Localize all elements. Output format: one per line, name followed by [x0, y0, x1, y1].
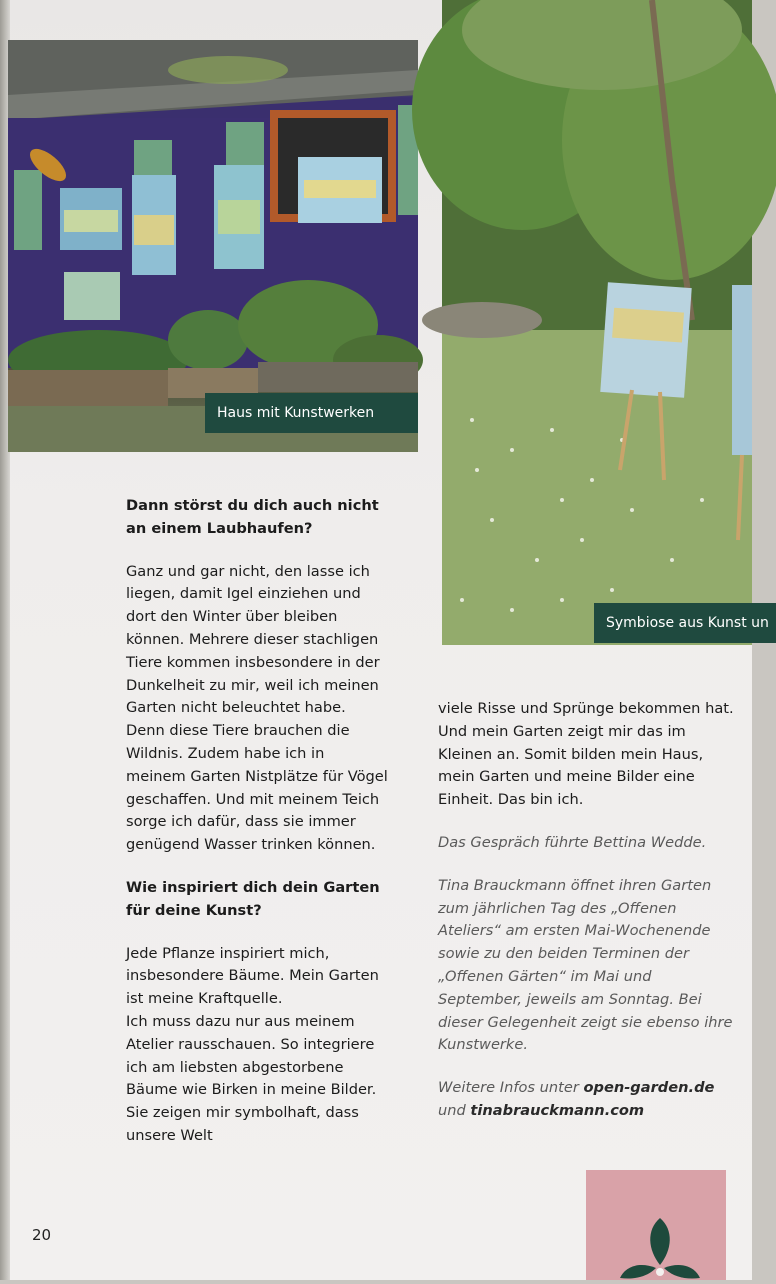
more-info-prefix: Weitere Infos unter — [438, 1079, 584, 1097]
interview-question-laubhaufen: Dann störst du dich auch nicht an einem Laubhaufen? — [126, 497, 379, 537]
garden-photo-illustration — [442, 0, 752, 645]
open-garden-info: Tina Brauckmann öffnet ihren Garten zum jährlichen Tag des „Offenen Ateliers“ am ersten Mai-Wochenende sowie zu den beiden Terminen der „Offenen Gärten“ im Mai und September, jeweils am Sonntag. Bei dieser Gelegenheit zeigt sie ebenso ihre Kunstwerke. — [438, 876, 733, 1054]
magazine-logo — [586, 1170, 726, 1280]
page-number: 20 — [32, 1226, 52, 1244]
garden-photo — [442, 0, 769, 645]
house-photo-illustration — [8, 40, 418, 452]
house-photo-caption: Haus mit Kunstwerken — [205, 393, 418, 433]
article-left-column — [126, 495, 388, 1168]
interview-credit: Das Gespräch führte Bettina Wedde. — [438, 833, 707, 851]
tinabrauckmann-link[interactable]: tinabrauckmann.com — [470, 1101, 645, 1119]
interview-answer-inspiration: Jede Pflanze inspiriert mich, insbesondere Bäume. Mein Garten ist meine Kraftquelle. — [126, 944, 379, 1008]
more-info-line — [438, 1077, 734, 1123]
interview-question-inspiration: Wie inspiriert dich dein Garten für deine Kunst? — [126, 878, 380, 919]
interview-answer-laubhaufen: Ganz und gar nicht, den lasse ich liegen, damit Igel einziehen und dort den Winter über bleiben können. Mehrere dieser stachligen Tiere kommen insbesondere in der Dunkelheit zu mir, weil ich meinen Garten nicht beleuchtet habe. Denn diese Tiere brauchen die Wildnis. Zudem habe ich in meinem Garten Nistplätze für Vögel geschaffen. Und mit meinem Teich sorge ich dafür, dass sie immer genügend Wasser trinken können. — [126, 562, 388, 854]
more-info-and: und — [438, 1101, 471, 1119]
article-right-column — [438, 698, 734, 1143]
interview-answer-continued: viele Risse und Sprünge bekommen hat. Und mein Garten zeigt mir das im Kleinen an. Somit bilden mein Haus, mein Garten und meine Bilder eine Einheit. Das bin ich. — [438, 700, 734, 809]
house-photo — [8, 40, 418, 452]
open-garden-link[interactable]: open-garden.de — [583, 1079, 715, 1097]
garden-photo-caption: Symbiose aus Kunst un — [594, 603, 776, 643]
interview-answer-atelier: Ich muss dazu nur aus meinem Atelier rausschauen. So integriere ich am liebsten abgestorbene Bäume wie Birken in meine Bilder. Sie zeigen mir symbolhaft, dass unsere Welt — [126, 1012, 377, 1144]
leaf-logo-icon — [586, 1170, 726, 1280]
